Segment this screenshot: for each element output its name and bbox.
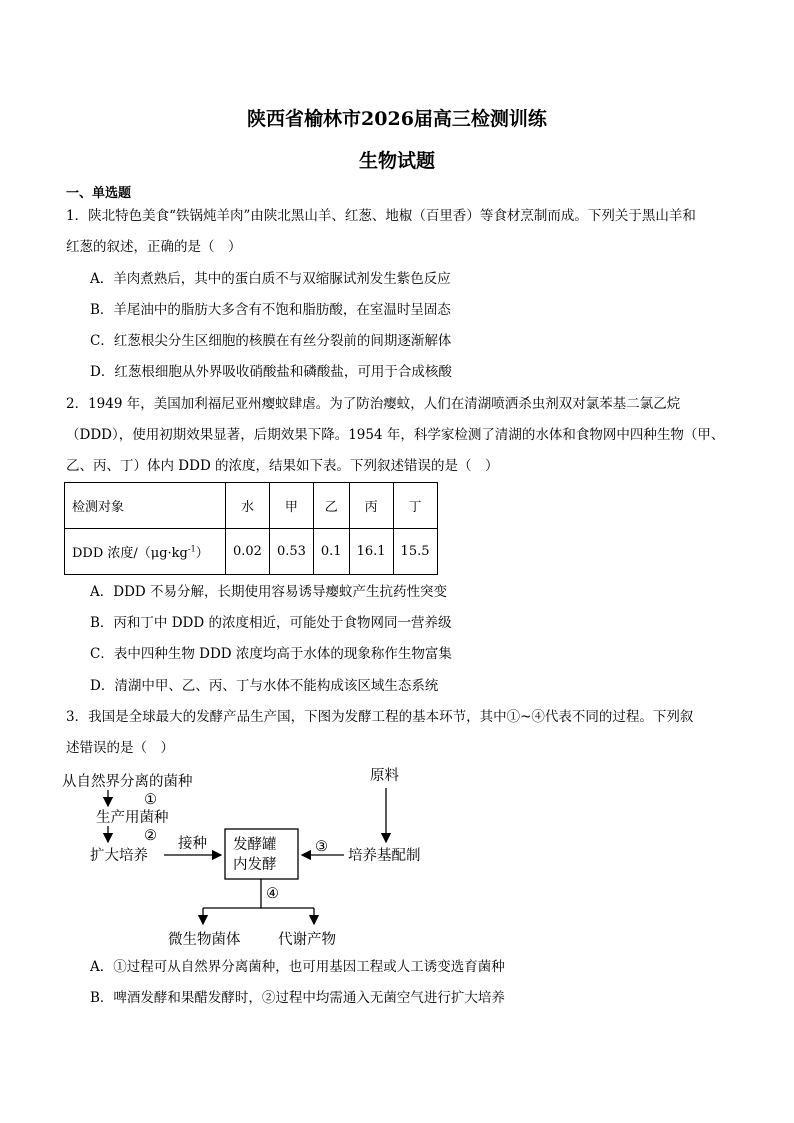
table-cell: 0.1 (313, 529, 349, 575)
tank-label-line1: 发酵罐 (233, 837, 277, 853)
q3-option-a: A．①过程可从自然界分离菌种，也可用基因工程或人工诱变选育菌种 (90, 959, 505, 975)
table-header-cell: 检测对象 (65, 483, 226, 529)
q1-option-c: C．红葱根尖分生区细胞的核膜在有丝分裂前的间期逐渐解体 (90, 333, 452, 349)
label-step1: ① (144, 792, 157, 808)
exam-subtitle: 生物试题 (358, 150, 435, 172)
label-step2: ② (144, 828, 157, 844)
q2-stem-line3: 乙、丙、丁）体内 DDD 的浓度，结果如下表。下列叙述错误的是（ ） (66, 458, 499, 474)
q1-stem-line2: 红葱的叙述，正确的是（ ） (66, 239, 242, 255)
table-cell: 16.1 (349, 529, 393, 575)
node-microbe-biomass: 微生物菌体 (168, 932, 241, 948)
table-row (65, 529, 438, 575)
q3-option-b: B．啤酒发酵和果醋发酵时，②过程中均需通入无菌空气进行扩大培养 (90, 990, 505, 1006)
label-step4: ④ (266, 886, 279, 902)
q2-stem-line2: （DDD），使用初期效果显著，后期效果下降。1954 年，科学家检测了清湖的水体和食物网中四种生物（甲、 (66, 427, 725, 443)
q1-stem-line1: 1．陕北特色美食“铁锅炖羊肉”由陕北黑山羊、红葱、地椒（百里香）等食材烹制而成。下列关于黑山羊和 (66, 208, 696, 224)
node-raw-material: 原料 (370, 768, 399, 784)
q2-stem-line1: 2．1949 年，美国加利福尼亚州瘿蚊肆虐。为了防治瘿蚊，人们在清湖喷洒杀虫剂双对氯苯基二氯乙烷 (66, 396, 681, 412)
q3-stem-line1: 3．我国是全球最大的发酵产品生产国，下图为发酵工程的基本环节，其中①~④代表不同的过程。下列叙 (66, 709, 694, 725)
label-step3: ③ (315, 839, 328, 855)
q1-option-d: D．红葱根细胞从外界吸收硝酸盐和磷酸盐，可用于合成核酸 (90, 364, 452, 380)
table-row-label: DDD 浓度$/(\mu g\cdot kg^{-1})$ (65, 529, 226, 575)
table-header-cell: 甲 (269, 483, 313, 529)
q2-option-a: A．DDD 不易分解，长期使用容易诱导瘿蚊产生抗药性突变 (90, 584, 448, 600)
node-medium-prep: 培养基配制 (348, 848, 421, 864)
exam-title: 陕西省榆林市2026届高三检测训练 (247, 108, 547, 130)
node-expand-culture: 扩大培养 (90, 848, 148, 864)
section-heading: 一、单选题 (66, 186, 132, 201)
ddd-table (64, 482, 438, 575)
node-production-strain: 生产用菌种 (96, 810, 169, 826)
node-source-strain: 从自然界分离的菌种 (62, 774, 193, 790)
q1-option-b: B．羊尾油中的脂肪大多含有不饱和脂肪酸，在室温时呈固态 (90, 302, 451, 318)
tank-label-line2: 内发酵 (233, 857, 277, 873)
q1-option-a: A．羊肉煮熟后，其中的蛋白质不与双缩脲试剂发生紫色反应 (90, 271, 451, 287)
table-cell: 0.02 (226, 529, 270, 575)
q2-option-d: D．清湖中甲、乙、丙、丁与水体不能构成该区域生态系统 (90, 678, 439, 694)
q2-option-c: C．表中四种生物 DDD 浓度均高于水体的现象称作生物富集 (90, 646, 452, 662)
table-header-cell: 丁 (393, 483, 437, 529)
table-header-cell: 丙 (349, 483, 393, 529)
q3-stem-line2: 述错误的是（ ） (66, 740, 174, 756)
table-header-cell: 乙 (313, 483, 349, 529)
table-cell: 15.5 (393, 529, 437, 575)
table-header-cell: 水 (226, 483, 270, 529)
table-cell: 0.53 (269, 529, 313, 575)
table-header-row (65, 483, 438, 529)
q2-option-b: B．丙和丁中 DDD 的浓度相近，可能处于食物网同一营养级 (90, 615, 452, 631)
label-inoculate: 接种 (178, 836, 207, 852)
fermentation-flow-diagram (60, 762, 460, 954)
node-metabolic-product: 代谢产物 (278, 932, 336, 948)
